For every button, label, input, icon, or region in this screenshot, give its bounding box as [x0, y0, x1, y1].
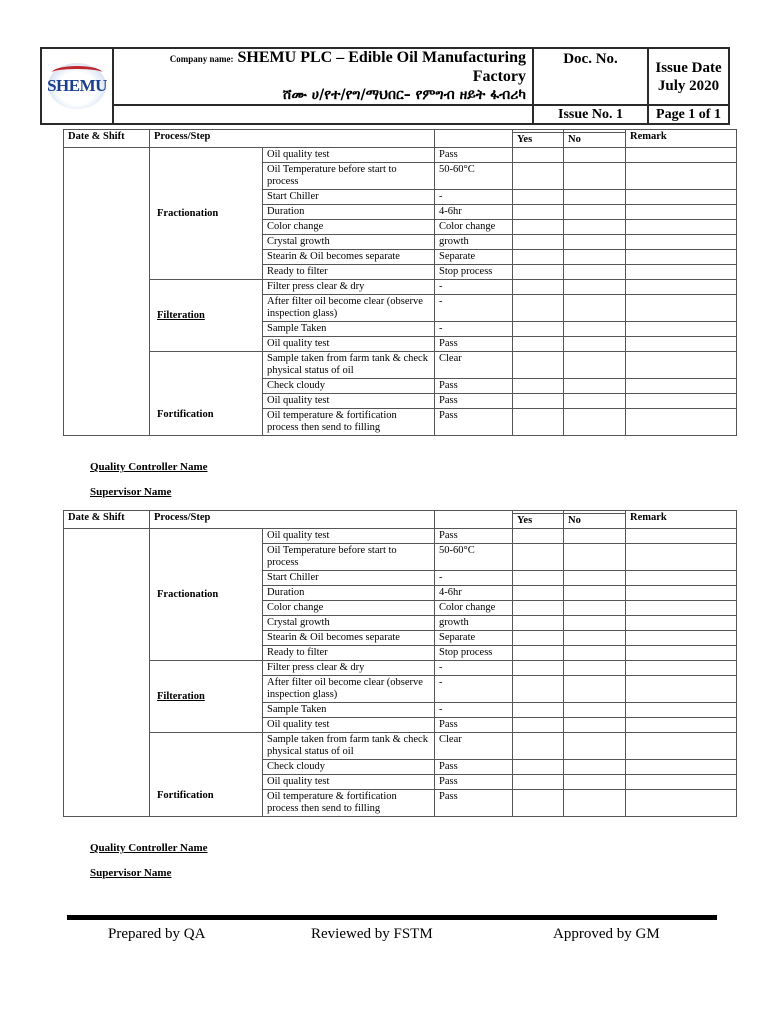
no-cell[interactable] [564, 775, 626, 790]
stage-label: Fortification [150, 352, 263, 436]
step-label: Color change [263, 220, 435, 235]
no-cell[interactable] [564, 544, 626, 571]
issue-no: Issue No. 1 [533, 105, 648, 124]
yes-cell[interactable] [513, 379, 564, 394]
yes-cell[interactable] [513, 703, 564, 718]
document-header [40, 47, 730, 125]
remark-cell[interactable] [626, 235, 737, 250]
remark-cell[interactable] [626, 544, 737, 571]
remark-cell[interactable] [626, 760, 737, 775]
checklist-table-2 [63, 510, 737, 817]
col-no: No [564, 514, 626, 529]
expected-value: growth [435, 235, 513, 250]
col-remark: Remark [626, 511, 737, 529]
step-label: After filter oil become clear (observe inspection glass) [263, 676, 435, 703]
no-cell[interactable] [564, 352, 626, 379]
no-cell[interactable] [564, 733, 626, 760]
yes-cell[interactable] [513, 760, 564, 775]
step-label: Oil temperature & fortification process then send to filling [263, 790, 435, 817]
step-label: Oil Temperature before start to process [263, 163, 435, 190]
expected-value: Pass [435, 379, 513, 394]
no-cell[interactable] [564, 379, 626, 394]
table-row [64, 661, 737, 676]
expected-value: Color change [435, 220, 513, 235]
expected-value: Pass [435, 718, 513, 733]
yes-cell[interactable] [513, 220, 564, 235]
expected-value: Stop process [435, 265, 513, 280]
expected-value: Clear [435, 733, 513, 760]
step-label: Oil temperature & fortification process then send to filling [263, 409, 435, 436]
yes-cell[interactable] [513, 733, 564, 760]
company-cell [113, 48, 533, 105]
no-cell[interactable] [564, 661, 626, 676]
expected-value: Pass [435, 760, 513, 775]
no-cell[interactable] [564, 265, 626, 280]
step-label: Duration [263, 205, 435, 220]
issue-date-label: Issue Date [655, 59, 722, 76]
yes-cell[interactable] [513, 295, 564, 322]
expected-value: - [435, 703, 513, 718]
expected-value: 4-6hr [435, 586, 513, 601]
yes-cell[interactable] [513, 616, 564, 631]
col-process-step: Process/Step [150, 511, 435, 529]
remark-cell[interactable] [626, 616, 737, 631]
remark-cell[interactable] [626, 676, 737, 703]
quality-controller-name-label: Quality Controller Name [90, 461, 208, 473]
no-cell[interactable] [564, 280, 626, 295]
no-cell[interactable] [564, 571, 626, 586]
yes-cell[interactable] [513, 718, 564, 733]
remark-cell[interactable] [626, 280, 737, 295]
stage-label: Fractionation [150, 148, 263, 280]
approved-by: Approved by GM [553, 926, 660, 942]
supervisor-name-label: Supervisor Name [90, 867, 172, 879]
expected-value: Clear [435, 352, 513, 379]
expected-value: 4-6hr [435, 205, 513, 220]
remark-cell[interactable] [626, 586, 737, 601]
remark-cell[interactable] [626, 529, 737, 544]
company-name: SHEMU PLC – Edible Oil Manufacturing Factory [237, 49, 526, 85]
step-label: Oil quality test [263, 775, 435, 790]
remark-cell[interactable] [626, 163, 737, 190]
step-label: Start Chiller [263, 571, 435, 586]
no-cell[interactable] [564, 220, 626, 235]
yes-cell[interactable] [513, 148, 564, 163]
remark-cell[interactable] [626, 322, 737, 337]
remark-cell[interactable] [626, 352, 737, 379]
step-label: Crystal growth [263, 235, 435, 250]
yes-cell[interactable] [513, 250, 564, 265]
col-expected [435, 511, 513, 529]
col-yes: Yes [513, 514, 564, 529]
expected-value: - [435, 190, 513, 205]
yes-cell[interactable] [513, 280, 564, 295]
reviewed-by: Reviewed by FSTM [311, 926, 433, 942]
header-row [64, 511, 737, 514]
no-cell[interactable] [564, 616, 626, 631]
remark-cell[interactable] [626, 571, 737, 586]
expected-value: - [435, 571, 513, 586]
checklist-table-1 [63, 129, 737, 436]
expected-value: Pass [435, 394, 513, 409]
step-label: Start Chiller [263, 190, 435, 205]
remark-cell[interactable] [626, 790, 737, 817]
yes-cell[interactable] [513, 190, 564, 205]
stage-label: Filteration [150, 280, 263, 352]
expected-value: Color change [435, 601, 513, 616]
no-cell[interactable] [564, 601, 626, 616]
remark-cell[interactable] [626, 148, 737, 163]
stage-label: Fractionation [150, 529, 263, 661]
no-cell[interactable] [564, 760, 626, 775]
expected-value: Pass [435, 148, 513, 163]
yes-cell[interactable] [513, 322, 564, 337]
table-row [64, 352, 737, 379]
no-cell[interactable] [564, 631, 626, 646]
table-row [64, 148, 737, 163]
remark-cell[interactable] [626, 220, 737, 235]
yes-cell[interactable] [513, 163, 564, 190]
shemu-logo [48, 63, 106, 109]
expected-value: Pass [435, 409, 513, 436]
step-label: Filter press clear & dry [263, 661, 435, 676]
col-date-shift: Date & Shift [64, 130, 150, 148]
prepared-by: Prepared by QA [108, 926, 206, 942]
remark-cell[interactable] [626, 337, 737, 352]
yes-cell[interactable] [513, 352, 564, 379]
step-label: Duration [263, 586, 435, 601]
no-cell[interactable] [564, 163, 626, 190]
expected-value: Pass [435, 337, 513, 352]
blank-cell [113, 105, 533, 124]
doc-no-label: Doc. No. [533, 48, 648, 105]
remark-cell[interactable] [626, 733, 737, 760]
step-label: Check cloudy [263, 760, 435, 775]
no-cell[interactable] [564, 322, 626, 337]
date-shift-cell[interactable] [64, 529, 150, 817]
no-cell[interactable] [564, 703, 626, 718]
expected-value: - [435, 322, 513, 337]
remark-cell[interactable] [626, 205, 737, 220]
col-expected [435, 130, 513, 148]
expected-value: 50-60°C [435, 544, 513, 571]
expected-value: Stop process [435, 646, 513, 661]
expected-value: 50-60°C [435, 163, 513, 190]
step-label: Oil quality test [263, 529, 435, 544]
yes-cell[interactable] [513, 571, 564, 586]
remark-cell[interactable] [626, 394, 737, 409]
step-label: Crystal growth [263, 616, 435, 631]
no-cell[interactable] [564, 235, 626, 250]
yes-cell[interactable] [513, 775, 564, 790]
no-cell[interactable] [564, 250, 626, 265]
col-yes: Yes [513, 133, 564, 148]
step-label: Sample taken from farm tank & check physical status of oil [263, 352, 435, 379]
remark-cell[interactable] [626, 190, 737, 205]
yes-cell[interactable] [513, 601, 564, 616]
expected-value: Separate [435, 631, 513, 646]
yes-cell[interactable] [513, 676, 564, 703]
page-number: Page 1 of 1 [648, 105, 729, 124]
remark-cell[interactable] [626, 703, 737, 718]
no-cell[interactable] [564, 394, 626, 409]
step-label: Check cloudy [263, 379, 435, 394]
expected-value: growth [435, 616, 513, 631]
no-cell[interactable] [564, 409, 626, 436]
no-cell[interactable] [564, 718, 626, 733]
no-cell[interactable] [564, 790, 626, 817]
col-process-step: Process/Step [150, 130, 435, 148]
company-name-amharic: ሸሙ ሀ/የተ/የግ/ማህበር– የምግብ ዘይት ፋብሪካ [282, 87, 526, 103]
expected-value: - [435, 295, 513, 322]
yes-cell[interactable] [513, 235, 564, 250]
expected-value: Pass [435, 529, 513, 544]
step-label: Oil quality test [263, 718, 435, 733]
yes-cell[interactable] [513, 544, 564, 571]
yes-cell[interactable] [513, 529, 564, 544]
step-label: Sample Taken [263, 322, 435, 337]
expected-value: Pass [435, 790, 513, 817]
expected-value: - [435, 676, 513, 703]
remark-cell[interactable] [626, 409, 737, 436]
no-cell[interactable] [564, 646, 626, 661]
issue-date-cell [648, 48, 729, 105]
footer-rule [67, 915, 717, 920]
step-label: Sample taken from farm tank & check physical status of oil [263, 733, 435, 760]
yes-cell[interactable] [513, 631, 564, 646]
header-row [64, 130, 737, 133]
no-cell[interactable] [564, 148, 626, 163]
stage-label: Fortification [150, 733, 263, 817]
step-label: Ready to filter [263, 646, 435, 661]
remark-cell[interactable] [626, 379, 737, 394]
remark-cell[interactable] [626, 295, 737, 322]
remark-cell[interactable] [626, 661, 737, 676]
remark-cell[interactable] [626, 718, 737, 733]
col-no: No [564, 133, 626, 148]
no-cell[interactable] [564, 295, 626, 322]
yes-cell[interactable] [513, 790, 564, 817]
step-label: Oil quality test [263, 394, 435, 409]
step-label: Oil quality test [263, 337, 435, 352]
company-label: Company name: [169, 54, 234, 64]
table-row [64, 280, 737, 295]
step-label: Oil quality test [263, 148, 435, 163]
yes-cell[interactable] [513, 409, 564, 436]
quality-controller-name-label: Quality Controller Name [90, 842, 208, 854]
yes-cell[interactable] [513, 265, 564, 280]
remark-cell[interactable] [626, 775, 737, 790]
step-label: After filter oil become clear (observe inspection glass) [263, 295, 435, 322]
no-cell[interactable] [564, 586, 626, 601]
remark-cell[interactable] [626, 265, 737, 280]
expected-value: - [435, 280, 513, 295]
remark-cell[interactable] [626, 646, 737, 661]
no-cell[interactable] [564, 676, 626, 703]
step-label: Stearin & Oil becomes separate [263, 631, 435, 646]
table-row [64, 733, 737, 760]
stage-label: Filteration [150, 661, 263, 733]
step-label: Filter press clear & dry [263, 280, 435, 295]
expected-value: Pass [435, 775, 513, 790]
col-date-shift: Date & Shift [64, 511, 150, 529]
expected-value: - [435, 661, 513, 676]
expected-value: Separate [435, 250, 513, 265]
yes-cell[interactable] [513, 394, 564, 409]
step-label: Stearin & Oil becomes separate [263, 250, 435, 265]
supervisor-name-label: Supervisor Name [90, 486, 172, 498]
no-cell[interactable] [564, 205, 626, 220]
step-label: Ready to filter [263, 265, 435, 280]
table-row [64, 529, 737, 544]
remark-cell[interactable] [626, 601, 737, 616]
remark-cell[interactable] [626, 250, 737, 265]
yes-cell[interactable] [513, 646, 564, 661]
issue-date-value: July 2020 [657, 77, 720, 94]
remark-cell[interactable] [626, 631, 737, 646]
step-label: Oil Temperature before start to process [263, 544, 435, 571]
col-remark: Remark [626, 130, 737, 148]
logo-cell [41, 48, 113, 124]
no-cell[interactable] [564, 529, 626, 544]
step-label: Sample Taken [263, 703, 435, 718]
step-label: Color change [263, 601, 435, 616]
no-cell[interactable] [564, 337, 626, 352]
no-cell[interactable] [564, 190, 626, 205]
yes-cell[interactable] [513, 205, 564, 220]
yes-cell[interactable] [513, 586, 564, 601]
yes-cell[interactable] [513, 661, 564, 676]
date-shift-cell[interactable] [64, 148, 150, 436]
yes-cell[interactable] [513, 337, 564, 352]
logo-text: SHEMU [47, 76, 107, 95]
